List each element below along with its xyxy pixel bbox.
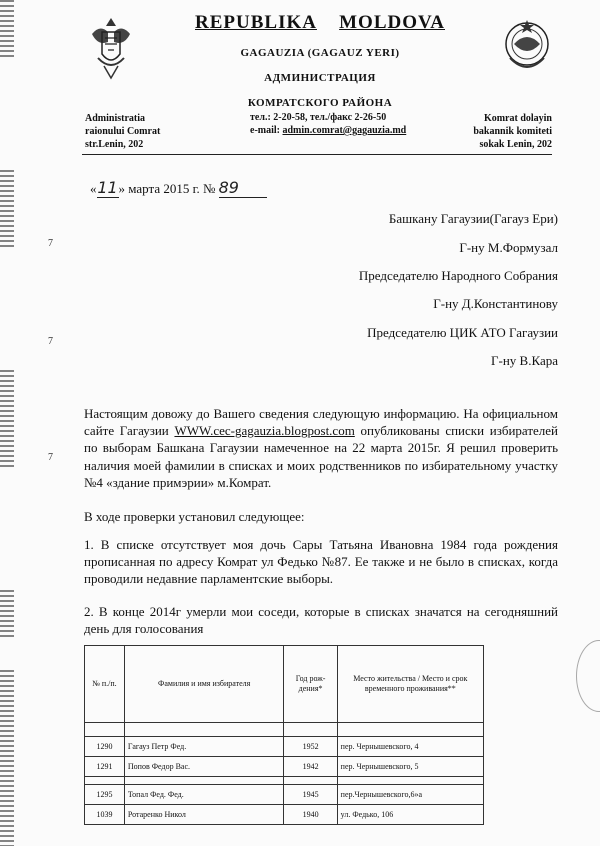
body-paragraph-3: 1. В списке отсутствует моя дочь Сары Татьяна Ивановна 1984 года рождения прописанная по адресу Комрат ул Федько №87. Ее также и не было в списках, когда проводили недавние парламентские выборы. — [84, 537, 558, 587]
row-year: 1945 — [284, 785, 337, 805]
date-month-year: марта 2015 г. № — [125, 181, 216, 196]
row-number: 1291 — [85, 757, 125, 777]
right-address — [473, 112, 552, 151]
table-header-number: № п./п. — [85, 646, 125, 723]
body-paragraph-1 — [84, 405, 558, 491]
table-header-name: Фамилия и имя избирателя — [124, 646, 284, 723]
row-year: 1942 — [284, 757, 337, 777]
header-email-link[interactable]: admin.comrat@gagauzia.md — [282, 125, 407, 136]
date-close-quote: » — [118, 181, 125, 196]
body-p1-part2: опубликованы списки избирателей по выборам Башкана Гагаузии намеченное на 22 марта 2015г. Я решил проверить наличия моей фамилии в списках и моих родственников по избирательному участку №4 «здание примэрии» м.Комрат. — [84, 423, 558, 490]
row-address: пер. Чернышевского, 5 — [337, 757, 483, 777]
header-phone: тел.: 2-20-58, тел./факс 2-26-50 — [250, 112, 387, 123]
table-row — [85, 805, 484, 825]
table-header-row — [85, 646, 484, 723]
left-address-line: Administratia — [85, 113, 145, 124]
table-header-address: Место жительства / Место и срок временного проживания** — [337, 646, 483, 723]
gagauzia-coat-of-arms-icon — [502, 14, 552, 78]
scan-binding-marks — [0, 0, 14, 846]
addressee-line: Г-ну В.Кара — [490, 353, 558, 368]
header-email-line — [250, 124, 406, 137]
cec-website-link[interactable]: WWW.cec-gagauzia.blogpost.com — [174, 423, 355, 439]
official-stamp-icon — [576, 640, 600, 712]
header-divider — [82, 154, 552, 155]
table-header-year: Год рож-дения* — [284, 646, 337, 723]
table-row — [85, 757, 484, 777]
date-line — [90, 178, 267, 198]
row-year: 1940 — [284, 805, 337, 825]
body-paragraph-2: В ходе проверки установил следующее: — [84, 509, 305, 524]
left-address-line: str.Lenin, 202 — [85, 139, 144, 150]
row-number: 1290 — [85, 737, 125, 757]
row-name: Гагауз Петр Фед. — [124, 737, 284, 757]
addressee-line: Г-ну Д.Константинову — [433, 296, 558, 311]
row-address: ул. Федько, 106 — [337, 805, 483, 825]
right-address-line: sokak Lenin, 202 — [479, 139, 552, 150]
header-title-word1: REPUBLIKA — [195, 12, 317, 33]
header-district: КОМРАТСКОГО РАЙОНА — [247, 97, 393, 109]
table-row — [85, 737, 484, 757]
voters-table — [84, 645, 484, 825]
date-open-quote: « — [90, 181, 97, 196]
addressee-line: Г-ну М.Формузал — [459, 240, 558, 255]
table-row — [85, 785, 484, 805]
table-row — [85, 723, 484, 737]
left-address-line: raionului Comrat — [85, 126, 161, 137]
right-address-line: bakannik komiteti — [473, 126, 552, 137]
letter-number: 89 — [219, 178, 267, 198]
moldova-coat-of-arms-icon — [86, 12, 136, 82]
right-address-line: Komrat dolayin — [483, 113, 552, 124]
margin-mark: 7 — [48, 336, 53, 347]
date-day: 11 — [97, 178, 118, 197]
body-p1-part1: Настоящим довожу до Вашего сведения следующую информацию. На официальном сайте Гагаузии — [84, 406, 558, 439]
row-name: Попов Федор Вас. — [124, 757, 284, 777]
left-address — [85, 112, 160, 151]
header-region: GAGAUZIA (GAGAUZ YERI) — [240, 47, 400, 59]
row-name: Ротаренко Никол — [124, 805, 284, 825]
row-name: Топал Фед. Фед. — [124, 785, 284, 805]
header-contact — [250, 111, 406, 137]
body-paragraph-4: 2. В конце 2014г умерли мои соседи, которые в списках значатся на сегодняшний день для голосования — [84, 604, 558, 637]
header-title — [195, 12, 445, 34]
row-number: 1039 — [85, 805, 125, 825]
row-year: 1952 — [284, 737, 337, 757]
margin-mark: 7 — [48, 238, 53, 249]
row-address: пер. Чернышевского, 4 — [337, 737, 483, 757]
row-number: 1295 — [85, 785, 125, 805]
addressee-line: Председателю ЦИК АТО Гагаузии — [367, 325, 558, 340]
table-row — [85, 777, 484, 785]
addressee-line: Башкану Гагаузии(Гагауз Ери) — [388, 211, 558, 226]
row-address: пер.Чернышевского,6»а — [337, 785, 483, 805]
addressee-line: Председателю Народного Собрания — [358, 268, 558, 283]
header-admin: АДМИНИСТРАЦИЯ — [264, 72, 376, 84]
margin-mark: 7 — [48, 452, 53, 463]
header-email-label: e-mail: — [250, 125, 283, 136]
header-title-word2: MOLDOVA — [339, 12, 445, 33]
